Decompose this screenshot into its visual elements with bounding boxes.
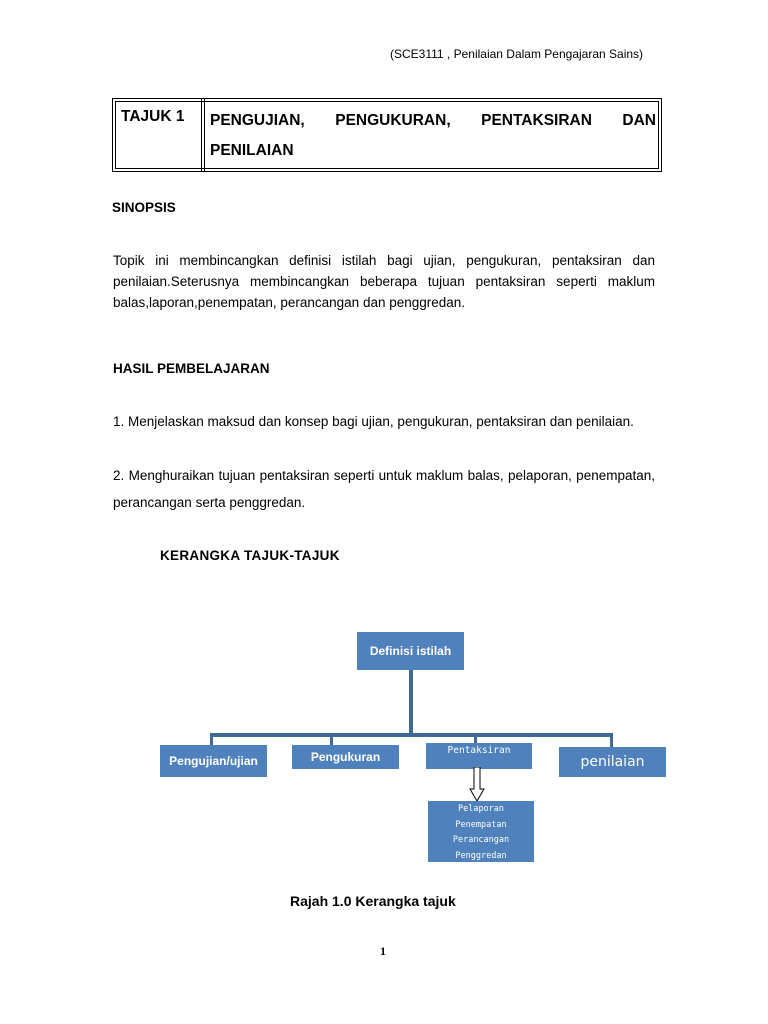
synopsis-text: Topik ini membincangkan definisi istilah bagi ujian, pengukuran, pentaksiran dan penilaian.Seterusnya membincangkan beberapa tujuan pentaksiran seperti maklum balas,laporan,penempatan, perancangan dan penggredan.	[113, 253, 655, 310]
diagram-subitem-3: Perancangan	[452, 835, 510, 845]
synopsis-heading: SINOPSIS	[112, 200, 176, 215]
diagram-connector-horizontal	[210, 733, 613, 737]
diagram-child-box-2	[292, 745, 399, 769]
diagram-child-label-1: Pengujian/ujian	[169, 754, 258, 768]
diagram-subitem-4: Penggredan	[455, 850, 507, 861]
diagram-connector-branch-3	[474, 733, 477, 743]
outcome-item-2: 2. Menghuraikan tujuan pentaksiran seperti untuk maklum balas, pelaporan, penempatan, perancangan serta penggredan.	[113, 468, 655, 510]
diagram-child-box-4	[559, 747, 666, 777]
diagram-child-label-3: Pentaksiran	[447, 745, 511, 756]
down-arrow-icon	[468, 767, 486, 803]
page-header: (SCE3111 , Penilaian Dalam Pengajaran Sains)	[390, 47, 644, 61]
diagram-subitems-box	[428, 801, 534, 862]
figure-caption: Rajah 1.0 Kerangka tajuk	[290, 893, 456, 909]
outcomes-heading: HASIL PEMBELAJARAN	[113, 361, 270, 376]
diagram-child-box-1	[160, 745, 267, 777]
diagram-child-box-3	[426, 743, 532, 769]
diagram-subitem-1: Pelaporan	[457, 804, 505, 814]
diagram-connector-branch-4	[610, 733, 613, 747]
diagram-connector-vertical	[409, 670, 413, 734]
diagram-root-box	[357, 632, 464, 670]
page-number: 1	[380, 944, 386, 958]
diagram-root-label: Definisi istilah	[369, 644, 452, 658]
diagram-subitem-2: Penempatan	[455, 819, 507, 830]
diagram-child-label-2: Pengukuran	[310, 750, 381, 764]
diagram-child-label-4: penilaian	[580, 754, 645, 770]
outcome-item-1: 1. Menjelaskan maksud dan konsep bagi ujian, pengukuran, pentaksiran dan penilaian.	[113, 414, 634, 429]
topic-table-divider	[201, 98, 205, 172]
framework-heading: KERANGKA TAJUK-TAJUK	[160, 548, 340, 563]
topic-title: PENGUJIAN, PENGUKURAN, PENTAKSIRAN DAN PENILAIAN	[210, 112, 656, 159]
topic-number: TAJUK 1	[121, 108, 185, 125]
